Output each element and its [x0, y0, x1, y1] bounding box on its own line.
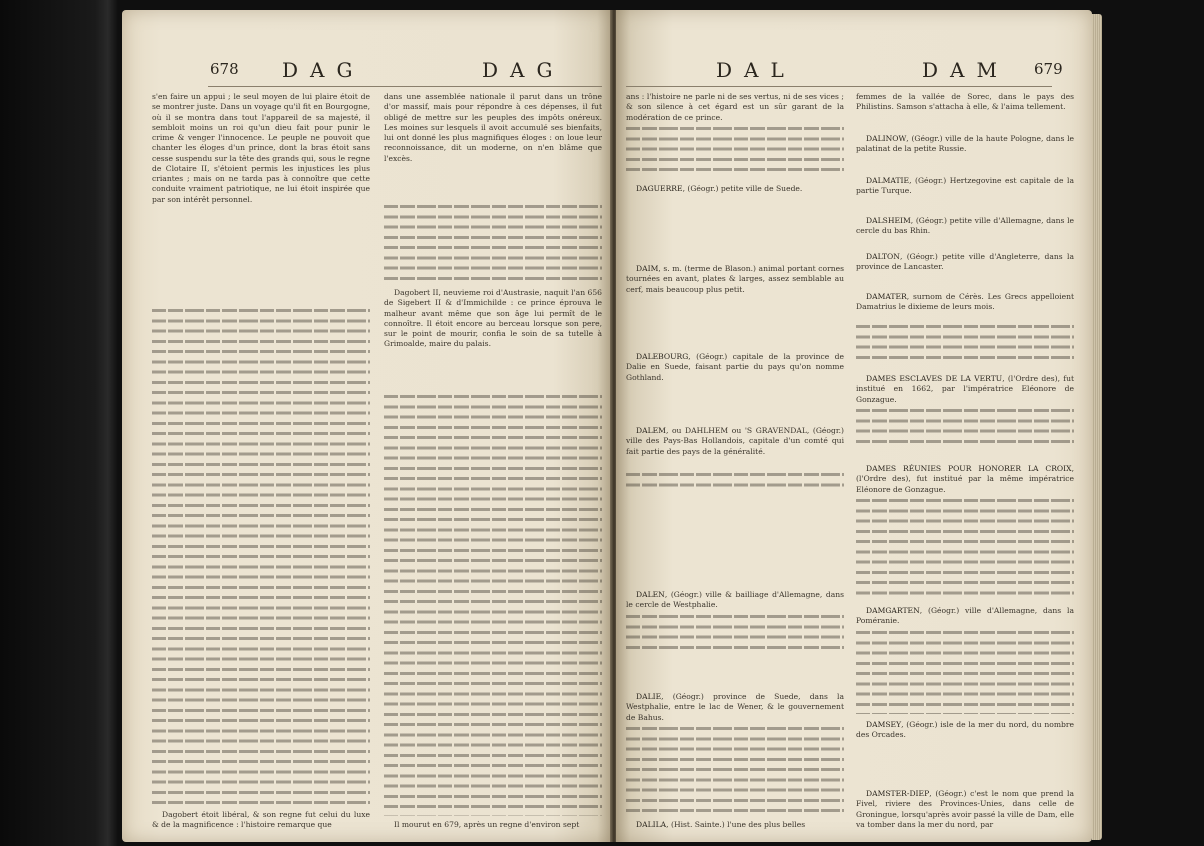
- entry-headword: DALINOW: [866, 134, 907, 143]
- text-lines: [626, 724, 844, 816]
- entry-headword: DAMATER: [866, 292, 907, 301]
- paragraph: Dagobert II, neuvieme roi d'Austrasie, naquit l'an 656 de Sigebert II & d'Immichilde : ce prince éprouva le malheur avant même que son âge lui permît de le connoître. Il étoit encore au berceau lorsque son pere, sur le point de mourir, confia le soin de sa tutelle à Grimoalde, maire du palais.: [384, 288, 602, 349]
- left-page: [122, 10, 612, 842]
- entry-text: (Géogr.) isle de la mer du nord, du nombre des Orcades.: [856, 720, 1074, 740]
- entry-text: (l'Ordre des), fut institué par la même impératrice Eléonore de Gonzague.: [856, 474, 1074, 494]
- entry-text: surnom de Cérès. Les Grecs appelloient Damatrius le dixieme de leurs mois.: [856, 292, 1074, 312]
- dictionary-entry: DAMGARTEN, (Géogr.) ville d'Allemagne, dans la Poméranie.: [856, 606, 1074, 626]
- dictionary-entry: DALILA, (Hist. Sainte.) l'une des plus belles: [636, 819, 806, 829]
- entry-headword: DAIM: [636, 264, 659, 273]
- header-rule-right: [626, 86, 1052, 87]
- dictionary-entry: DALTON, (Géogr.) petite ville d'Angleterre, dans la province de Lancaster.: [856, 252, 1074, 272]
- entry-text: (Hist. Sainte.) l'une des plus belles: [670, 819, 806, 829]
- entry-text: (Géogr.) Hertzegovine est capitale de la partie Turque.: [856, 176, 1074, 196]
- entry-headword: DALEN: [636, 590, 665, 599]
- entry-headword: DAMES ESCLAVES DE LA VERTU: [866, 374, 1003, 383]
- page-number-right: 679: [1034, 60, 1063, 78]
- entry-headword: DALIE: [636, 692, 662, 701]
- dictionary-entry: DALSHEIM, (Géogr.) petite ville d'Allemagne, dans le cercle du bas Rhin.: [856, 216, 1074, 236]
- right-column-1: [626, 92, 844, 830]
- dictionary-entry: DALINOW, (Géogr.) ville de la haute Pologne, dans le palatinat de la petite Russie.: [856, 134, 1074, 154]
- dictionary-entry: DALEN, (Géogr.) ville & bailliage d'Allemagne, dans le cercle de Westphalie.: [626, 590, 844, 610]
- dictionary-entry: DAMATER, surnom de Cérès. Les Grecs appelloient Damatrius le dixieme de leurs mois.: [856, 292, 1074, 312]
- paragraph: Dagobert étoit libéral, & son regne fut celui du luxe & de la magnificence : l'histoire remarque que: [152, 809, 370, 829]
- entry-text: ou DAHLHEM ou 'S GRAVENDAL, (Géogr.) ville des Pays-Bas Hollandois, capitale d'un comté qui fait partie des pays de la généralité.: [626, 426, 844, 456]
- right-column-2: [856, 92, 1074, 830]
- dictionary-entry: DALEM, ou DAHLHEM ou 'S GRAVENDAL, (Géogr.) ville des Pays-Bas Hollandois, capitale d'un comté qui fait partie des pays de la généralité.: [626, 426, 844, 456]
- running-head-left-a: DAG: [282, 58, 365, 82]
- text-lines: [856, 496, 1074, 600]
- text-lines: [626, 124, 844, 178]
- entry-headword: DALTON: [866, 252, 900, 261]
- paragraph: dans une assemblée nationale il parut dans un trône d'or massif, mais pour répondre à ces dépenses, il fut obligé de mettre sur les peuples des impôts onéreux. Les moines sur lesquels il avoit accumulé ses bienfaits, lui ont donné les plus magnifiques éloges : on loue leur reconnoissance, dit un moderne, on n'en blâme que l'excès.: [384, 92, 602, 163]
- page-edge-right: [1092, 14, 1102, 840]
- entry-headword: DAGUERRE: [636, 184, 683, 193]
- dictionary-entry: DAGUERRE, (Géogr.) petite ville de Suede.: [636, 184, 803, 193]
- text-lines: [626, 612, 844, 650]
- entry-headword: DALEBOURG: [636, 352, 689, 361]
- text-lines: [384, 202, 602, 282]
- dictionary-entry: DAMES RÉUNIES POUR HONORER LA CROIX, (l'Ordre des), fut institué par la même impératrice Eléonore de Gonzague.: [856, 464, 1074, 494]
- dictionary-entry: DAMSEY, (Géogr.) isle de la mer du nord, du nombre des Orcades.: [856, 720, 1074, 740]
- dictionary-entry: DALEBOURG, (Géogr.) capitale de la province de Dalie en Suede, faisant partie du pays qu'on nomme Gothland.: [626, 352, 844, 382]
- running-head-right-a: DAL: [716, 58, 796, 82]
- entry-text: (Géogr.) province de Suede, dans la Westphalie, entre le lac de Wener, & le gouvernement de Bahus.: [626, 692, 844, 722]
- dictionary-entry: DAIM, s. m. (terme de Blason.) animal portant cornes tournées en avant, plates & larges, assez semblable au cerf, mais beaucoup plus petit.: [626, 264, 844, 294]
- text-lines: [856, 322, 1074, 360]
- entry-headword: DAMES RÉUNIES POUR HONORER LA CROIX: [866, 464, 1072, 473]
- entry-headword: DALSHEIM: [866, 216, 911, 225]
- text-lines: [384, 392, 602, 816]
- dictionary-entry: DAMSTER-DIEP, (Géogr.) c'est le nom que prend la Fivel, riviere des Provinces-Unies, dans celle de Groningue, lorsqu'après avoir passé la ville de Dam, elle va tomber dans la mer du nord, par: [856, 789, 1074, 829]
- header-rule-left: [208, 86, 602, 87]
- entry-text: (Géogr.) ville & bailliage d'Allemagne, dans le cercle de Westphalie.: [626, 590, 844, 610]
- text-lines: [856, 406, 1074, 450]
- text-lines: [626, 470, 844, 490]
- paragraph: ans : l'histoire ne parle ni de ses vertus, ni de ses vices ; & son silence à cet égard est un sûr garant de la modération de ce prince.: [626, 92, 844, 122]
- running-head-right-b: DAM: [922, 58, 1009, 82]
- entry-text: s. m. (terme de Blason.) animal portant cornes tournées en avant, plates & larges, assez semblable au cerf, mais beaucoup plus petit.: [626, 264, 844, 294]
- right-page: [616, 10, 1092, 842]
- running-head-left-b: DAG: [482, 58, 565, 82]
- left-column-2: [384, 92, 602, 830]
- paragraph: Il mourut en 679, après un regne d'environ sept: [394, 819, 580, 829]
- entry-headword: DALILA: [636, 819, 667, 829]
- entry-text: (Géogr.) petite ville d'Angleterre, dans la province de Lancaster.: [856, 252, 1074, 272]
- entry-text: (Géogr.) c'est le nom que prend la Fivel, riviere des Provinces-Unies, dans celle de Groningue, lorsqu'après avoir passé la ville de Dam, elle va tomber dans la mer du nord, par: [856, 789, 1074, 829]
- entry-headword: DAMGARTEN: [866, 606, 920, 615]
- text-lines: [856, 628, 1074, 714]
- paragraph: s'en faire un appui ; le seul moyen de lui plaire étoit de se montrer juste. Dans un voyage qu'il fit en Bourgogne, où il se montra dans tout l'appareil de sa majesté, il sembloit moins un roi qu'un dieu fait pour punir le crime & venger l'innocence. Le peuple ne pouvoit que chanter les éloges d'un prince, dont la bras étoit sans cesse suspendu sur la tête des grands qui, sous le regne de Clotaire II, s'étoient permis les injustices les plus criantes ; mais on ne tarda pas à connoître que cette conduite vraiment patriotique, ne lui étoit inspirée que par son intérêt personnel.: [152, 92, 370, 204]
- text-lines: [152, 306, 370, 806]
- left-column-1: [152, 92, 370, 830]
- entry-text: (Géogr.) petite ville d'Allemagne, dans le cercle du bas Rhin.: [856, 216, 1074, 236]
- entry-text: (Géogr.) capitale de la province de Dalie en Suede, faisant partie du pays qu'on nomme Gothland.: [626, 352, 844, 382]
- dictionary-entry: DALMATIE, (Géogr.) Hertzegovine est capitale de la partie Turque.: [856, 176, 1074, 196]
- entry-text: (Géogr.) ville d'Allemagne, dans la Poméranie.: [856, 606, 1074, 626]
- entry-text: (Géogr.) ville de la haute Pologne, dans le palatinat de la petite Russie.: [856, 134, 1074, 154]
- entry-text: (Géogr.) petite ville de Suede.: [687, 184, 803, 193]
- entry-headword: DALMATIE: [866, 176, 910, 185]
- paragraph: femmes de la vallée de Sorec, dans le pays des Philistins. Samson s'attacha à elle, & l'aima tellement.: [856, 92, 1074, 112]
- dictionary-entry: DALIE, (Géogr.) province de Suede, dans la Westphalie, entre le lac de Wener, & le gouvernement de Bahus.: [626, 692, 844, 722]
- entry-headword: DALEM: [636, 426, 666, 435]
- entry-text: (l'Ordre des), fut institué en 1662, par l'impératrice Eléonore de Gonzague.: [856, 374, 1074, 404]
- dictionary-entry: DAMES ESCLAVES DE LA VERTU, (l'Ordre des), fut institué en 1662, par l'impératrice Eléonore de Gonzague.: [856, 374, 1074, 404]
- entry-headword: DAMSTER-DIEP: [866, 789, 930, 798]
- entry-headword: DAMSEY: [866, 720, 902, 729]
- page-number-left: 678: [210, 60, 239, 78]
